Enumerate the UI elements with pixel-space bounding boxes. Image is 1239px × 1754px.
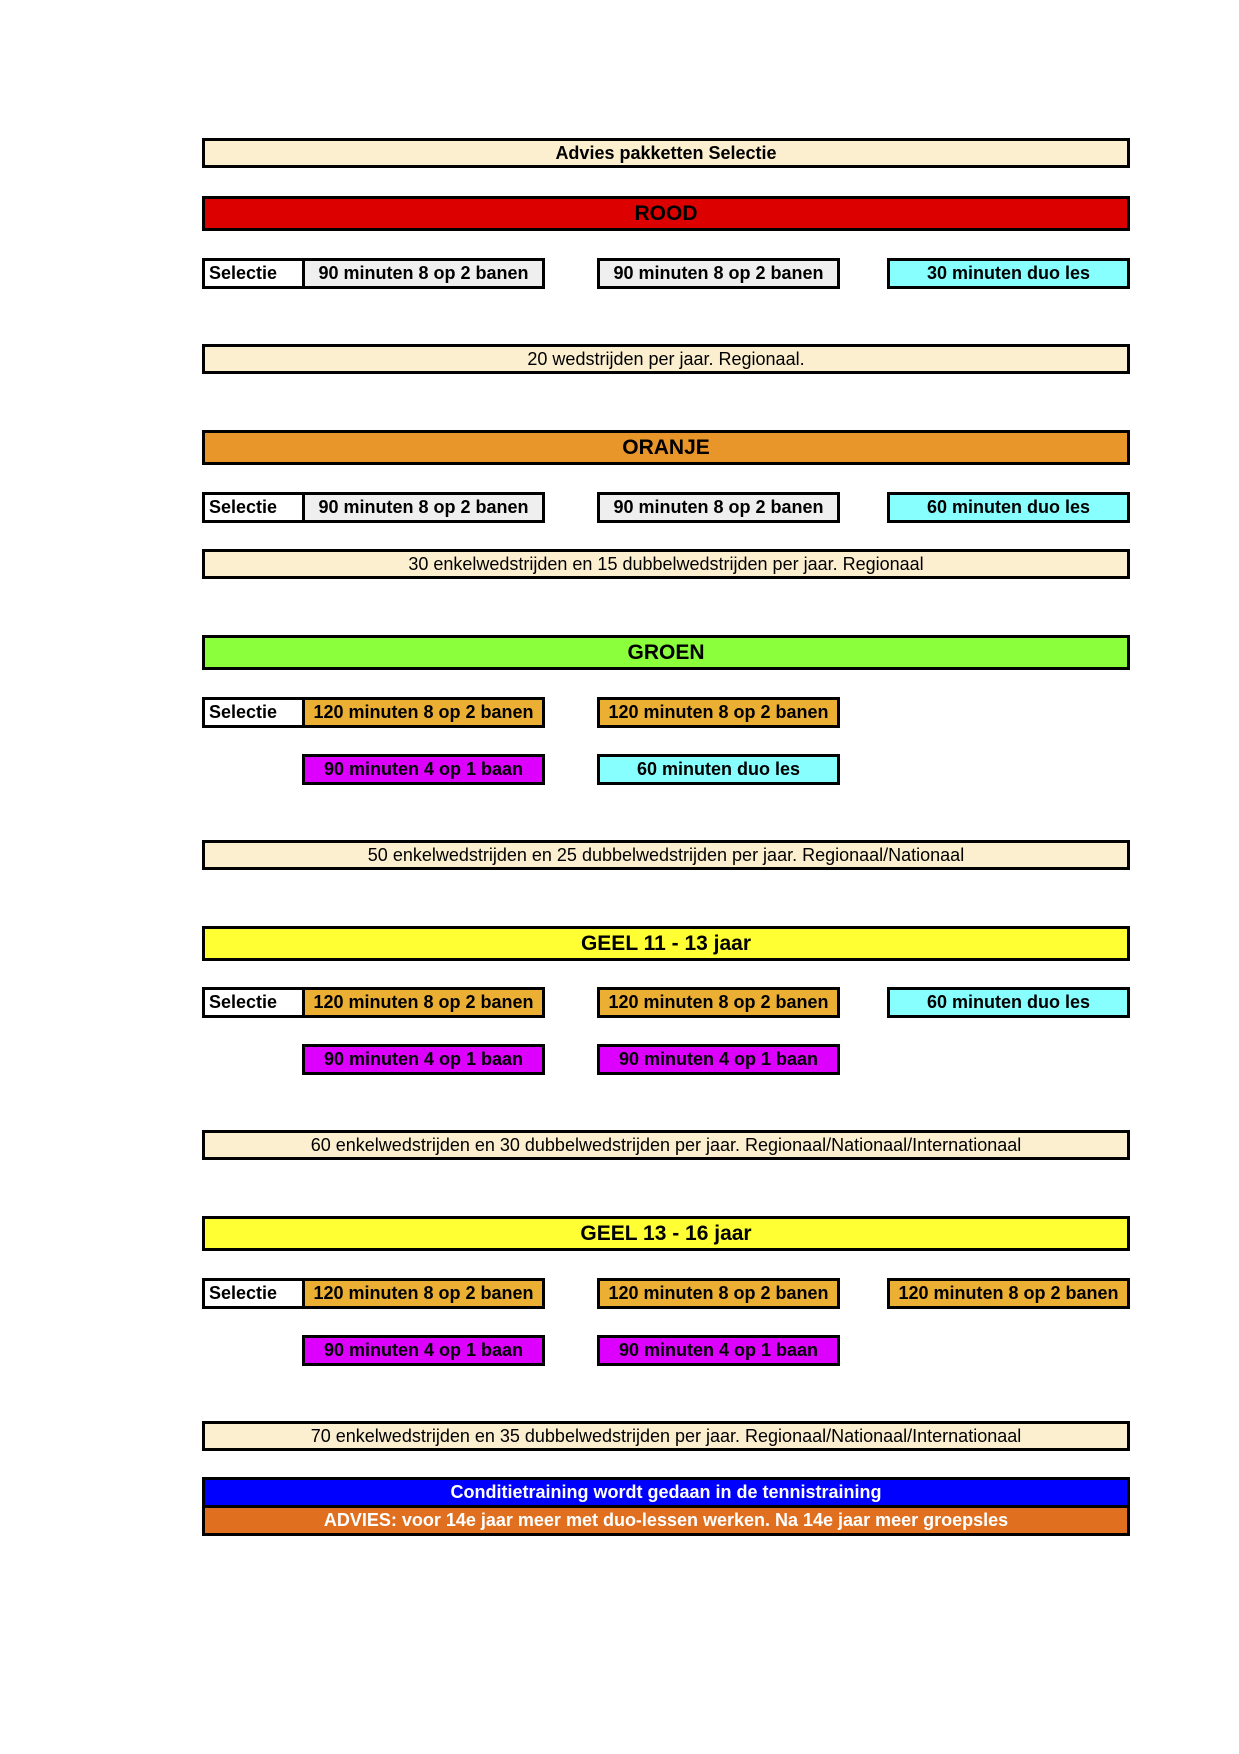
page-title: Advies pakketten Selectie <box>202 138 1130 168</box>
section-header-groen: GROEN <box>202 635 1130 670</box>
info-row: 60 enkelwedstrijden en 30 dubbelwedstrijden per jaar. Regionaal/Nationaal/Internationaal <box>202 1130 1130 1160</box>
training-cell: 120 minuten 8 op 2 banen <box>302 1278 545 1309</box>
training-cell: 60 minuten duo les <box>887 987 1130 1018</box>
selectie-label: Selectie <box>202 987 305 1018</box>
training-cell: 90 minuten 4 op 1 baan <box>597 1044 840 1075</box>
info-row: 50 enkelwedstrijden en 25 dubbelwedstrijden per jaar. Regionaal/Nationaal <box>202 840 1130 870</box>
training-cell: 30 minuten duo les <box>887 258 1130 289</box>
info-row: 30 enkelwedstrijden en 15 dubbelwedstrijden per jaar. Regionaal <box>202 549 1130 579</box>
training-cell: 120 minuten 8 op 2 banen <box>887 1278 1130 1309</box>
selectie-label: Selectie <box>202 697 305 728</box>
selectie-label: Selectie <box>202 1278 305 1309</box>
section-header-rood: ROOD <box>202 196 1130 231</box>
training-cell: 90 minuten 4 op 1 baan <box>302 754 545 785</box>
training-cell: 90 minuten 8 op 2 banen <box>597 258 840 289</box>
training-cell: 120 minuten 8 op 2 banen <box>597 1278 840 1309</box>
training-cell: 90 minuten 8 op 2 banen <box>302 492 545 523</box>
section-header-geel-11-13: GEEL 11 - 13 jaar <box>202 926 1130 961</box>
training-cell: 120 minuten 8 op 2 banen <box>302 697 545 728</box>
training-cell: 90 minuten 8 op 2 banen <box>302 258 545 289</box>
training-cell: 120 minuten 8 op 2 banen <box>597 987 840 1018</box>
info-row: 20 wedstrijden per jaar. Regionaal. <box>202 344 1130 374</box>
training-cell: 90 minuten 4 op 1 baan <box>302 1044 545 1075</box>
training-cell: 90 minuten 4 op 1 baan <box>302 1335 545 1366</box>
conditie-banner: Conditietraining wordt gedaan in de tennistraining <box>202 1477 1130 1508</box>
selectie-label: Selectie <box>202 258 305 289</box>
training-cell: 90 minuten 4 op 1 baan <box>597 1335 840 1366</box>
training-cell: 120 minuten 8 op 2 banen <box>302 987 545 1018</box>
training-cell: 60 minuten duo les <box>597 754 840 785</box>
training-cell: 60 minuten duo les <box>887 492 1130 523</box>
training-cell: 120 minuten 8 op 2 banen <box>597 697 840 728</box>
selectie-label: Selectie <box>202 492 305 523</box>
training-cell: 90 minuten 8 op 2 banen <box>597 492 840 523</box>
section-header-geel-13-16: GEEL 13 - 16 jaar <box>202 1216 1130 1251</box>
info-row: 70 enkelwedstrijden en 35 dubbelwedstrijden per jaar. Regionaal/Nationaal/Internationaal <box>202 1421 1130 1451</box>
advies-banner: ADVIES: voor 14e jaar meer met duo-lessen werken. Na 14e jaar meer groepsles <box>202 1505 1130 1536</box>
section-header-oranje: ORANJE <box>202 430 1130 465</box>
